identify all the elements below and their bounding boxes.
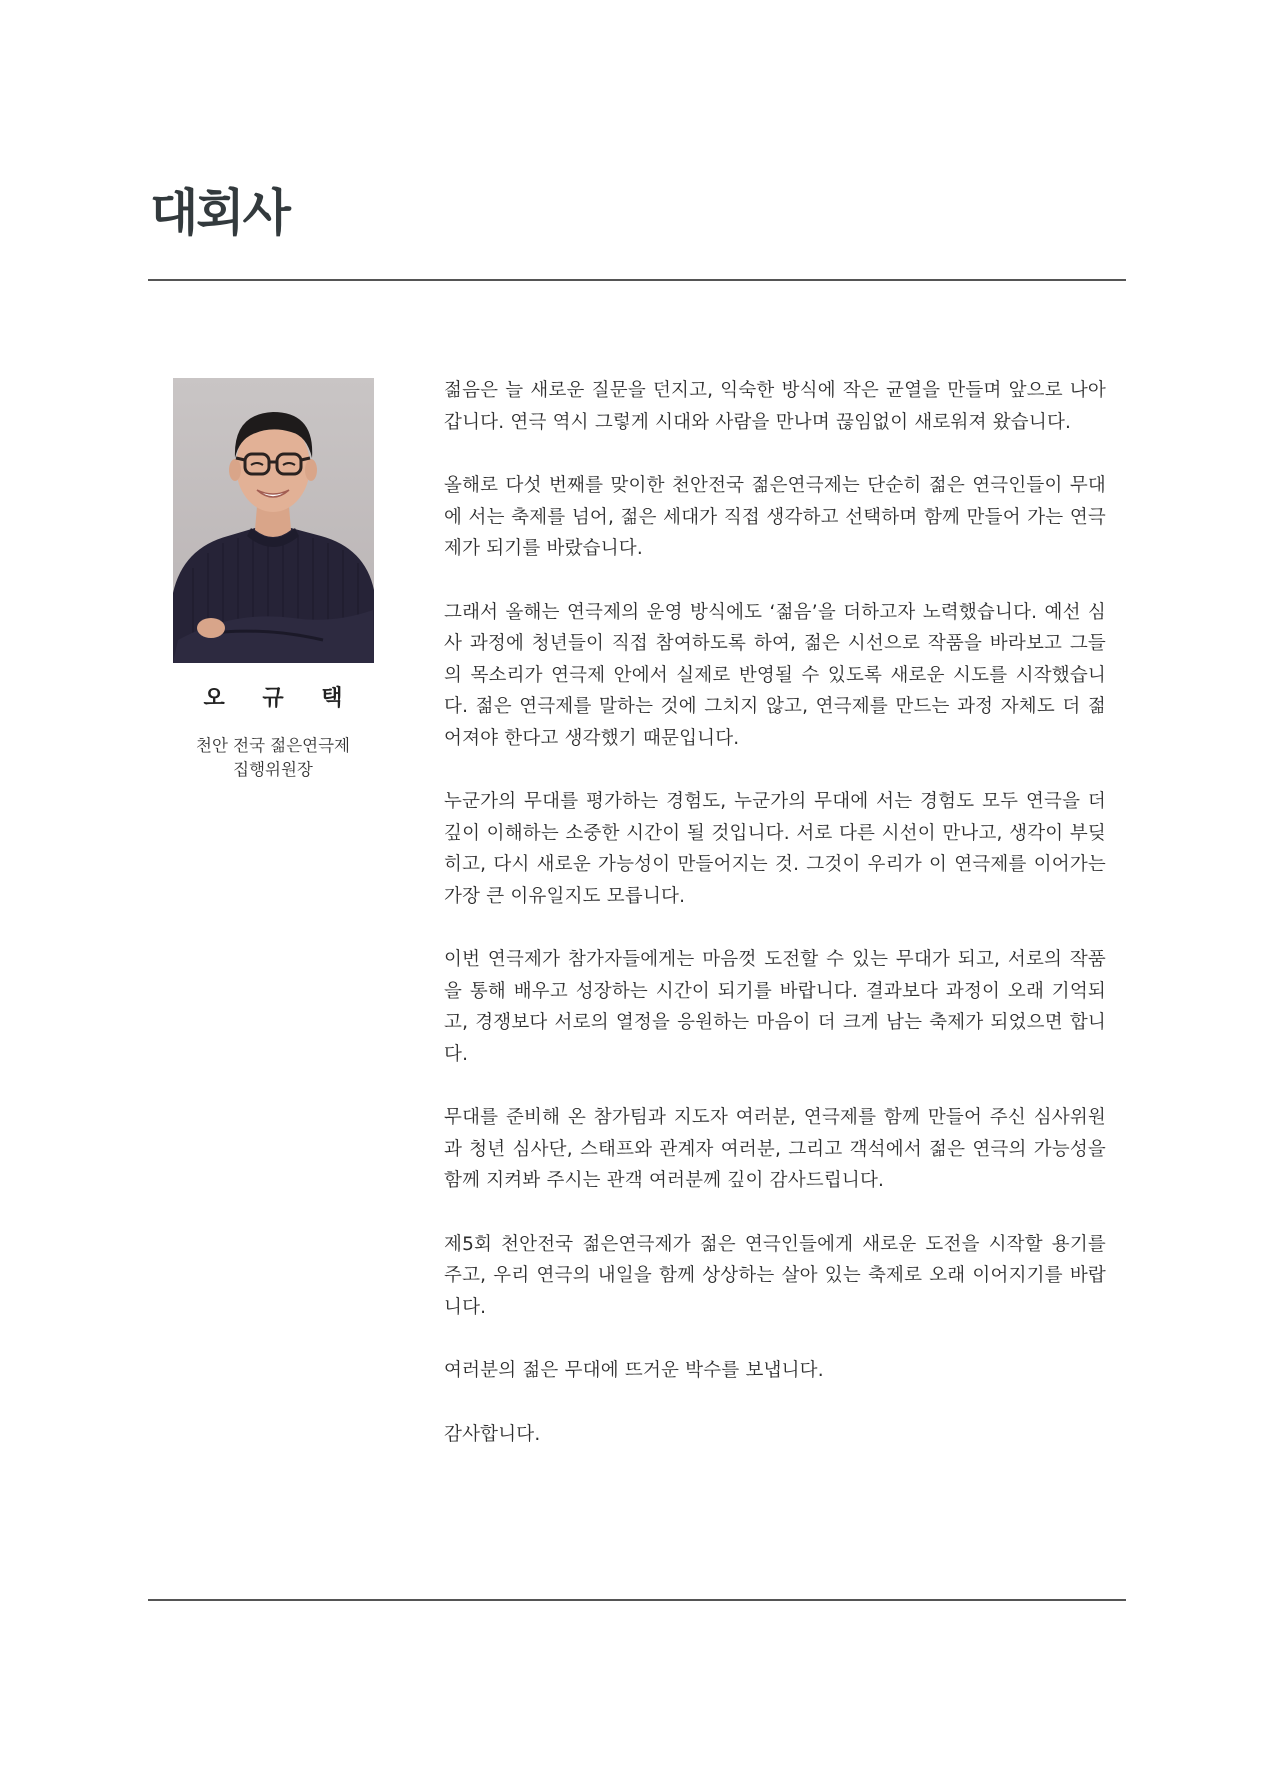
page-title: 대회사	[150, 184, 289, 242]
person-name: 오 규 택	[203, 686, 358, 711]
person-role-line2: 집행위원장	[233, 760, 313, 779]
letter-paragraph: 제5회 천안전국 젊은연극제가 젊은 연극인들에게 새로운 도전을 시작할 용기를 주고, 우리 연극의 내일을 함께 상상하는 살아 있는 축제로 오래 이어지기를 바랍니다.	[444, 1233, 1106, 1318]
letter-paragraph: 그래서 올해는 연극제의 운영 방식에도 ‘젊음’을 더하고자 노력했습니다. 예선 심사 과정에 청년들이 직접 참여하도록 하여, 젊은 시선으로 작품을 바라보고 그들의 목소리가 연극제 안에서 실제로 반영될 수 있도록 새로운 시도를 시작했습니다. 젊은 연극제를 말하는 것에 그치지 않고, 연극제를 만드는 과정 자체도 더 젊어져야 한다고 생각했기 때문입니다.	[444, 601, 1106, 749]
letter-body	[444, 375, 1106, 1482]
letter-paragraph: 젊음은 늘 새로운 질문을 던지고, 익숙한 방식에 작은 균열을 만들며 앞으로 나아갑니다. 연극 역시 그렇게 시대와 사람을 만나며 끊임없이 새로워져 왔습니다.	[444, 380, 1106, 433]
letter-paragraph: 누군가의 무대를 평가하는 경험도, 누군가의 무대에 서는 경험도 모두 연극을 더 깊이 이해하는 소중한 시간이 될 것입니다. 서로 다른 시선이 만나고, 생각이 부딪히고, 다시 새로운 가능성이 만들어지는 것. 그것이 우리가 이 연극제를 이어가는 가장 큰 이유일지도 모릅니다.	[444, 791, 1106, 907]
letter-paragraph: 이번 연극제가 참가자들에게는 마음껏 도전할 수 있는 무대가 되고, 서로의 작품을 통해 배우고 성장하는 시간이 되기를 바랍니다. 결과보다 과정이 오래 기억되고, 경쟁보다 서로의 열정을 응원하는 마음이 더 크게 남는 축제가 되었으면 합니다.	[444, 949, 1106, 1065]
top-divider	[148, 279, 1126, 281]
letter-paragraph: 올해로 다섯 번째를 맞이한 천안전국 젊은연극제는 단순히 젊은 연극인들이 무대에 서는 축제를 넘어, 젊은 세대가 직접 생각하고 선택하며 함께 만들어 가는 연극제가 되기를 바랐습니다.	[444, 475, 1106, 559]
person-role-line1: 천안 전국 젊은연극제	[196, 736, 350, 755]
letter-paragraph: 무대를 준비해 온 참가팀과 지도자 여러분, 연극제를 함께 만들어 주신 심사위원과 청년 심사단, 스태프와 관계자 여러분, 그리고 객석에서 젊은 연극의 가능성을 함께 지켜봐 주시는 관객 여러분께 깊이 감사드립니다.	[444, 1107, 1106, 1191]
letter-paragraph: 감사합니다.	[444, 1423, 541, 1445]
bottom-divider	[148, 1599, 1126, 1601]
portrait-photo	[173, 378, 374, 663]
letter-paragraph: 여러분의 젊은 무대에 뜨거운 박수를 보냅니다.	[444, 1360, 824, 1381]
